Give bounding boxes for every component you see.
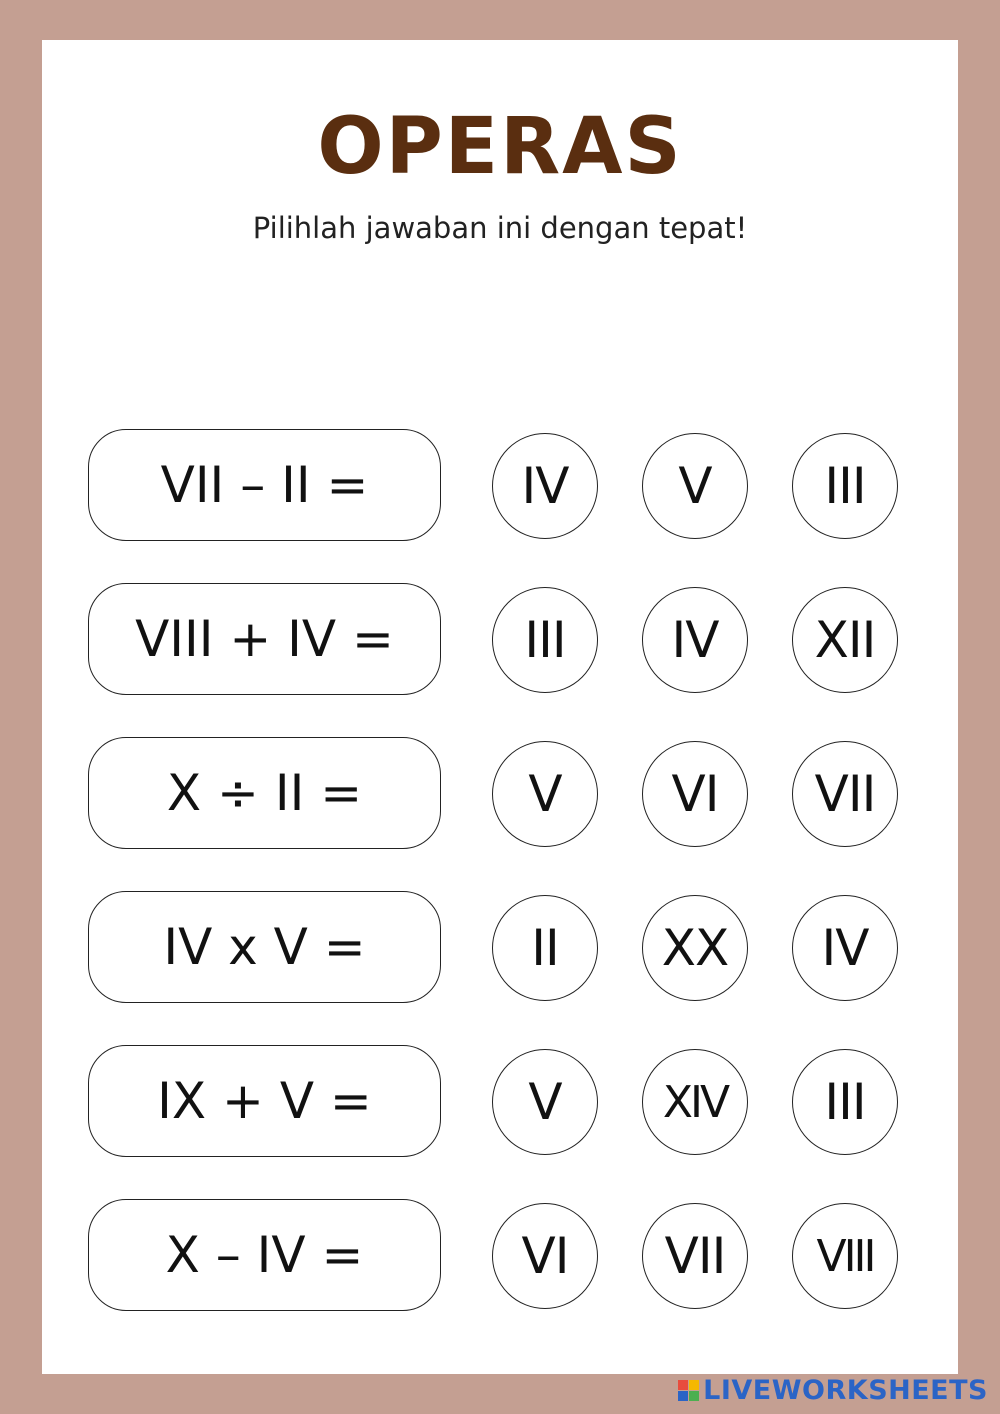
question-expression: VIII + IV = [88, 583, 441, 695]
answer-option[interactable]: II [492, 895, 598, 1001]
question-expression: IX + V = [88, 1045, 441, 1157]
answer-option[interactable]: XIV [642, 1049, 748, 1155]
question-row [0, 891, 1000, 1005]
question-expression: X ÷ II = [88, 737, 441, 849]
question-row [0, 429, 1000, 543]
liveworksheets-brand: LIVEWORKSHEETS [703, 1375, 988, 1406]
instruction-text: Pilihlah jawaban ini dengan tepat! [252, 211, 748, 245]
liveworksheets-logo-icon [678, 1380, 699, 1401]
answer-option[interactable]: VI [642, 741, 748, 847]
question-expression: VII – II = [88, 429, 441, 541]
answer-option[interactable]: V [642, 433, 748, 539]
answer-option[interactable]: III [792, 433, 898, 539]
answer-option[interactable]: III [492, 587, 598, 693]
question-expression: IV x V = [88, 891, 441, 1003]
answer-option[interactable]: III [792, 1049, 898, 1155]
answer-option[interactable]: VI [492, 1203, 598, 1309]
answer-option[interactable]: XII [792, 587, 898, 693]
answer-option[interactable]: V [492, 1049, 598, 1155]
question-row [0, 583, 1000, 697]
question-row [0, 737, 1000, 851]
answer-option[interactable]: IV [642, 587, 748, 693]
question-row [0, 1199, 1000, 1313]
liveworksheets-footer [678, 1375, 988, 1406]
answer-option[interactable]: V [492, 741, 598, 847]
worksheet-title: OPERAS [317, 102, 683, 192]
question-expression: X – IV = [88, 1199, 441, 1311]
answer-option[interactable]: VIII [792, 1203, 898, 1309]
answer-option[interactable]: VII [642, 1203, 748, 1309]
answer-option[interactable]: IV [792, 895, 898, 1001]
question-row [0, 1045, 1000, 1159]
answer-option[interactable]: IV [492, 433, 598, 539]
answer-option[interactable]: VII [792, 741, 898, 847]
answer-option[interactable]: XX [642, 895, 748, 1001]
